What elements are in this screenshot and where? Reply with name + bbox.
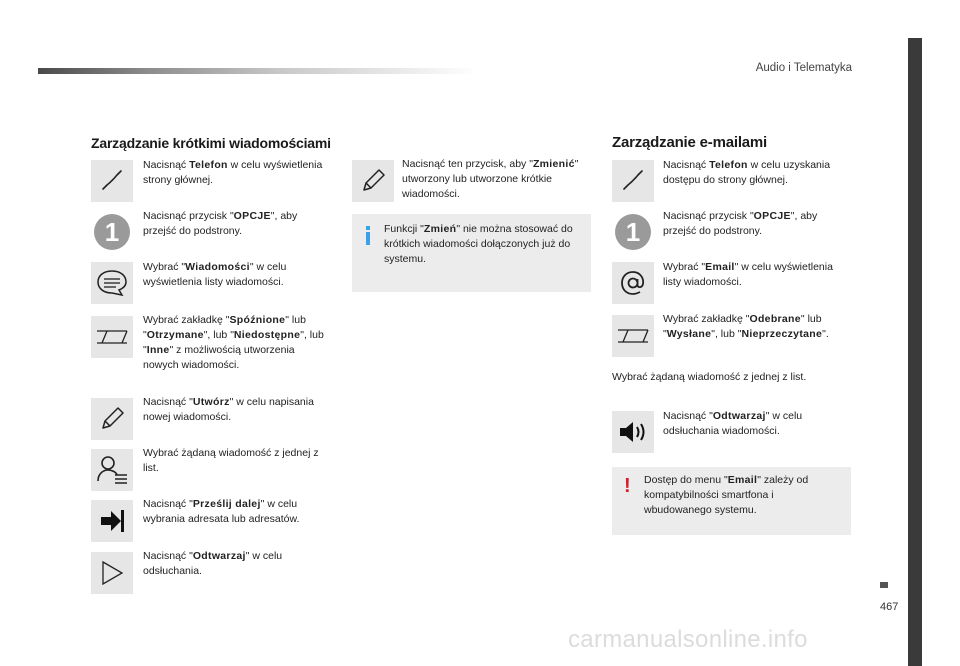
tab-icon [612, 315, 654, 357]
text-fragment: " w celu odsłuchania. [143, 550, 283, 577]
text-fragment: Nacisnąć " [143, 550, 193, 562]
warning-icon: ! [624, 475, 631, 497]
keyword: Odebrane [749, 313, 801, 325]
email-step-4-text [663, 312, 853, 342]
text-fragment: " nie można stosować do krótkich wiadomości dołączonych już do systemu. [384, 223, 573, 265]
keyword: Wiadomości [185, 261, 250, 273]
at-icon [612, 262, 654, 304]
keyword: Zmienić [532, 158, 575, 170]
header-gradient-bar [38, 68, 478, 74]
section-title: Audio i Telematyka [755, 62, 852, 74]
sms-step-3-text [143, 260, 333, 290]
keyword: OPCJE [233, 210, 271, 222]
email-heading: Zarządzanie e-mailami [612, 134, 768, 151]
sms-step-1-text [143, 158, 333, 188]
text-fragment: " z możliwością utworzenia nowych wiadomości. [143, 344, 295, 371]
page-marker [880, 582, 888, 588]
phone-icon [612, 160, 654, 202]
email-select-text: Wybrać żądaną wiadomość z jednej z list. [612, 371, 807, 383]
text-fragment: Nacisnąć przycisk " [143, 210, 234, 222]
text-fragment: " zależy od kompatybilności smartfona i wbudowanego systemu. [644, 474, 809, 516]
sms-step-7-text [143, 497, 333, 527]
keyword: Telefon [709, 159, 748, 171]
keyword: OPCJE [753, 210, 791, 222]
sms-step-5-text [143, 395, 333, 425]
keyword: Nieprzeczytane [741, 328, 823, 340]
text-fragment: ". [822, 328, 829, 340]
pencil-icon [91, 398, 133, 440]
text-fragment: Wybrać " [143, 261, 186, 273]
speaker-icon [612, 411, 654, 453]
phone-icon [91, 160, 133, 202]
text-fragment: " lub " [663, 313, 822, 340]
text-fragment: ", lub " [203, 329, 234, 341]
text-fragment: Nacisnąć " [143, 498, 193, 510]
text-fragment: ", lub " [711, 328, 742, 340]
text-fragment: " w celu wyświetlenia listy wiadomości. [143, 261, 287, 288]
sms-step-2-text [143, 209, 333, 239]
keyword: Odtwarzaj [712, 410, 766, 422]
text-fragment: " w celu wybrania adresata lub adresatów. [143, 498, 300, 525]
sms-heading: Zarządzanie krótkimi wiadomościami [91, 135, 331, 151]
text-fragment: " w celu wyświetlenia listy wiadomości. [663, 261, 833, 288]
tab-icon [91, 316, 133, 358]
keyword: Spóźnione [229, 314, 286, 326]
text-fragment: Nacisnąć " [143, 396, 193, 408]
sms-step-8-text [143, 549, 333, 579]
email-step-3-text [663, 260, 853, 290]
page-number: 467 [880, 601, 899, 613]
text-fragment: Nacisnąć ten przycisk, aby " [402, 158, 533, 170]
watermark: carmanualsonline.info [568, 626, 808, 653]
text-fragment: ", aby przejść do podstrony. [143, 210, 298, 237]
email-step-2-text [663, 209, 853, 239]
text-fragment: " w celu napisania nowej wiadomości. [143, 396, 314, 423]
text-fragment: w celu uzyskania dostępu do strony głównej. [663, 159, 831, 186]
pencil-icon [352, 160, 394, 202]
sms-edit-text [402, 157, 592, 202]
sms-step-4-text [143, 313, 333, 373]
email-step-1-text [663, 158, 853, 188]
info-icon [364, 226, 372, 246]
text-fragment: Nacisnąć [143, 159, 190, 171]
email-listen-text [663, 409, 853, 439]
text-fragment: " lub " [143, 314, 306, 341]
text-fragment: Nacisnąć " [663, 410, 713, 422]
text-fragment: Nacisnąć [663, 159, 710, 171]
text-fragment: Wybrać zakładkę " [143, 314, 230, 326]
message-icon [91, 262, 133, 304]
contact-list-icon [91, 449, 133, 491]
sms-step-6-text [143, 446, 333, 476]
sms-info-text [384, 222, 584, 267]
keyword: Inne [146, 344, 170, 356]
keyword: Email [727, 474, 758, 486]
keyword: Otrzymane [146, 329, 204, 341]
text-fragment: Wybrać zakładkę " [663, 313, 750, 325]
sms-info-box [352, 214, 591, 292]
text-fragment: ", aby przejść do podstrony. [663, 210, 818, 237]
keyword: Telefon [189, 159, 228, 171]
keyword: Odtwarzaj [192, 550, 246, 562]
email-warning-box [612, 467, 851, 535]
forward-icon [91, 500, 133, 542]
keyword: Utwórz [192, 396, 230, 408]
text-fragment: Wybrać " [663, 261, 706, 273]
text-fragment: Nacisnąć przycisk " [663, 210, 754, 222]
keyword: Niedostępne [233, 329, 301, 341]
keyword: Wysłane [666, 328, 712, 340]
play-icon [91, 552, 133, 594]
page-sidebar [908, 38, 922, 666]
keyword: Email [705, 261, 735, 273]
text-fragment: Dostęp do menu " [644, 474, 728, 486]
keyword: Zmień [423, 223, 457, 235]
text-fragment: " utworzony lub utworzone krótkie wiadomości. [402, 158, 579, 200]
keyword: Prześlij dalej [192, 498, 261, 510]
text-fragment: Wybrać żądaną wiadomość z jednej z list. [143, 447, 319, 474]
text-fragment: w celu wyświetlenia strony głównej. [143, 159, 323, 186]
text-fragment: " w celu odsłuchania wiadomości. [663, 410, 803, 437]
step-number-1: 1 [615, 214, 651, 250]
step-number-1: 1 [94, 214, 130, 250]
text-fragment: ", lub " [143, 329, 324, 356]
text-fragment: Funkcji " [384, 223, 424, 235]
email-warning-text [644, 473, 844, 518]
